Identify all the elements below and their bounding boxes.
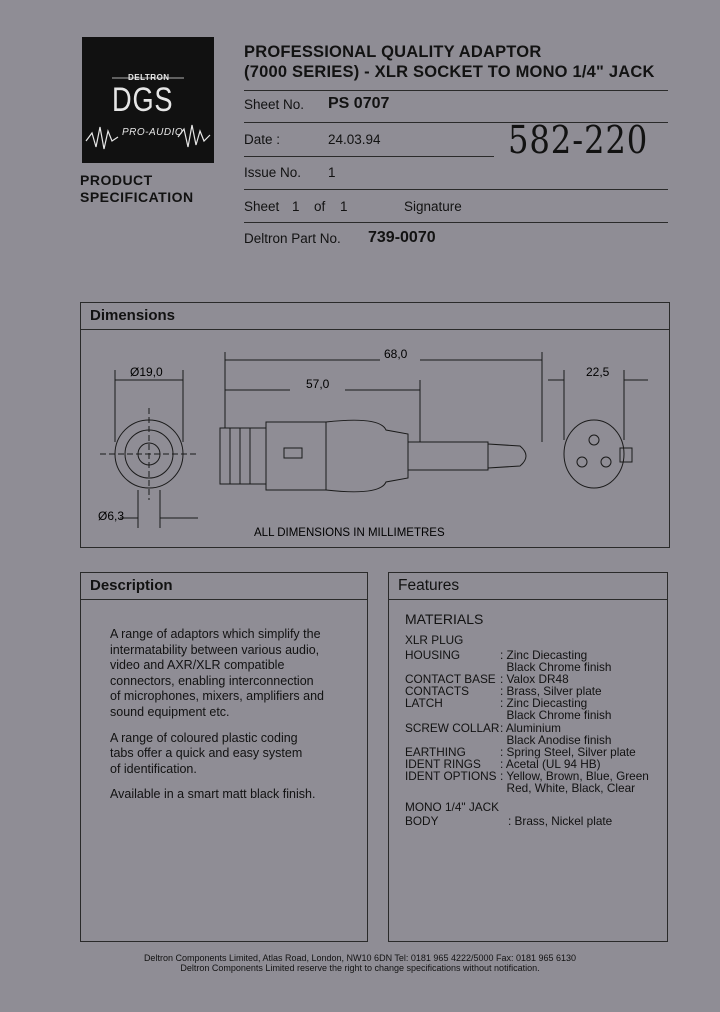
feature-row: BODY : Brass, Nickel plate [405,814,613,828]
pin-diameter-label: Ø6,3 [98,509,125,523]
feature-row: Black Chrome finish [500,660,612,675]
feature-row: IDENT RINGS : Acetal (UL 94 HB) [405,756,601,771]
overall-length-label: 68,0 [384,347,408,361]
feature-row: CONTACT BASE : Valox DR48 [405,672,569,687]
sheet-label: Sheet [244,199,280,214]
face-diameter-label: Ø19,0 [130,365,163,379]
company-logo [82,37,214,163]
signature-label: Signature [404,199,462,214]
dimensions-title: Dimensions [81,303,669,330]
description-paragraph: A range of coloured plastic coding tabs offer a quick and easy system of identification. [110,730,303,776]
doc-type-line-2: SPECIFICATION [80,189,194,205]
date-value: 24.03.94 [328,132,381,147]
document-type [80,172,194,206]
part-no-label: Deltron Part No. [244,231,341,246]
logo-brand: DELTRON [128,73,170,82]
divider [244,222,668,223]
rear-width-label: 22,5 [586,365,610,379]
date-label: Date : [244,132,281,147]
logo-tagline: PRO-AUDIO [122,127,184,138]
feature-row: SCREW COLLAR : Aluminium [405,720,561,735]
jack-materials-list [0,815,720,827]
jack-tip [488,444,526,468]
jack-heading: MONO 1/4" JACK [405,800,499,814]
feature-row: LATCH : Zinc Diecasting [405,696,588,711]
xlr-rear-face [564,420,624,488]
center-body [266,422,326,490]
feature-row: Red, White, Black, Clear [500,781,636,796]
features-title: Features [389,573,667,600]
description-paragraph: Available in a smart matt black finish. [110,787,316,802]
jack-sleeve [408,442,488,470]
title-line-2: (7000 SERIES) - XLR SOCKET TO MONO 1/4" JACK [244,63,655,81]
footer-address: Deltron Components Limited, Atlas Road, London, NW10 6DN Tel: 0181 965 4222/5000 Fax: 0181 965 6130 [143,953,577,963]
handwritten-code: 582-220 [508,118,649,162]
divider [244,90,668,91]
dimension-drawing [80,330,668,546]
xlr-materials-list [0,649,720,794]
sheet-no-label: Sheet No. [244,97,305,112]
doc-type-line-1: PRODUCT [80,172,153,188]
feature-row: CONTACTS : Brass, Silver plate [405,684,602,699]
jack-shoulder [326,420,408,492]
feature-row: Black Anodise finish [500,732,612,747]
of-label: of [314,199,326,214]
document-title [244,42,655,82]
issue-value: 1 [328,165,336,180]
part-no-value: 739-0070 [368,229,436,246]
body-length-label: 57,0 [306,377,330,391]
description-paragraph: A range of adaptors which simplify the intermatability between various audio, video and AXR/XLR compatible connectors, enabling interconnection of microphones, mixers, amplifiers and sound equipment etc. [110,627,324,719]
materials-heading: MATERIALS [405,611,484,627]
xlr-end-body [220,428,266,484]
xlr-heading: XLR PLUG [405,633,464,647]
footer-disclaimer: Deltron Components Limited reserve the right to change specifications without notification. [180,963,540,973]
issue-label: Issue No. [244,165,302,180]
dimensions-note: ALL DIMENSIONS IN MILLIMETRES [254,527,445,539]
description-title: Description [81,573,367,600]
feature-row: Black Chrome finish [500,708,612,723]
feature-row: HOUSING : Zinc Diecasting [405,648,588,662]
divider [244,156,494,157]
divider [244,189,668,190]
sheet-no-value: PS 0707 [328,95,390,112]
sheet-total: 1 [340,199,348,214]
feature-row: IDENT OPTIONS : Yellow, Brown, Blue, Green [405,768,649,783]
title-line-1: PROFESSIONAL QUALITY ADAPTOR [244,43,542,61]
sheet-value: 1 [292,199,300,214]
logo-name: DGS [112,81,174,119]
feature-row: EARTHING : Spring Steel, Silver plate [405,744,636,759]
